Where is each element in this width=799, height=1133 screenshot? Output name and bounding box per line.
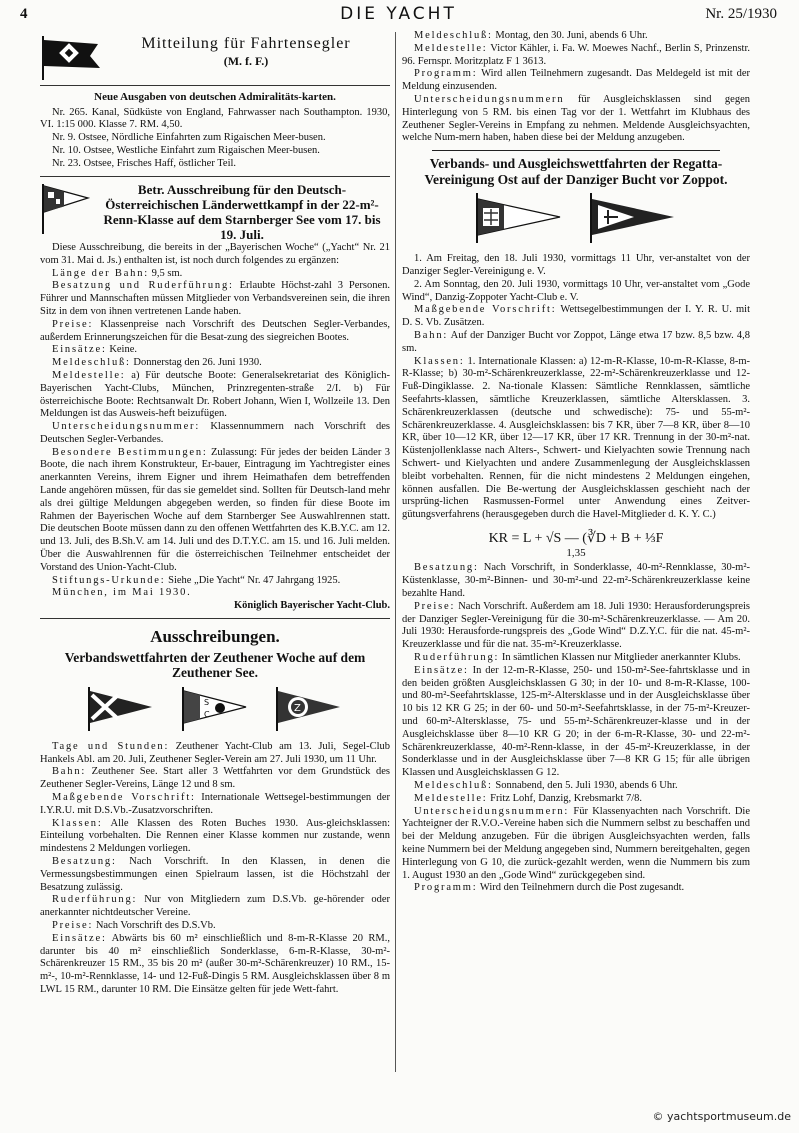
text: Nach Vorschrift. In den Klassen, in denen die Vermessungsbestimmungen einen Spielraum lassen, ist die Höchstzahl der Besatzung zulässig. (40, 855, 390, 893)
label: Einsätze: (52, 932, 107, 944)
text: Nach Vorschrift des D.S.Vb. (93, 919, 216, 931)
rasmussen-formula (402, 530, 750, 560)
text: 9,5 sm. (148, 267, 183, 279)
text: Zulassung: Für jedes der beiden Länder 3 Boote, die nach ihrem Konstrukteur, Er-bauer, Eintragung im Yachtregister eines anerkannten Vereins, ihrem Eigner und ihrem Heimathafen dem betreffenden Lande angehören müssen, für das sie gemeldet sind. Sollten für Deutsch-land mehr als drei gültige Meldungen abgegeben werden, so finden für diese Boote im Rahmen der Bayerischen Woche auf dem Starnberger See Auswahlrennen statt. Die deutschen Boote müssen dann zu den offenen Wettfahrten des K.B.Y.C. am 12. und 13. Juli, des B.Sh.V. am 14. Juli und des D.T.Y.C. am 15. und 16. Juli melden. Über die Auswahlrennen für die österreichischen Teilnehmer entscheidet der Vorstand des Union-Yacht-Club. (40, 446, 390, 573)
svg-text:S: S (204, 697, 210, 707)
danzig-flags (402, 193, 750, 243)
label: Maßgebende Vorschrift: (52, 792, 196, 803)
text: Alle Klassen des Roten Buches 1930. Aus-gleichsklassen: Einteilung vorbehalten. Die Rennen einer Klasse kommen nur zustande, wenn mindestens 2 Meldungen vorliegen. (40, 817, 390, 855)
text: Keine. (106, 344, 138, 356)
text: Sonnabend, den 5. Juli 1930, abends 6 Uhr. (492, 779, 678, 791)
text: Donnerstag den 26. Juni 1930. (130, 357, 262, 369)
zeuthen-heading: Verbandswettfahrten der Zeuthener Woche auf dem Zeuthener See. (64, 649, 366, 681)
journal-title: DIE YACHT (340, 4, 457, 24)
running-header (20, 4, 777, 26)
chart-265: Nr. 265. Kanal, Südküste von England, Fahrwasser nach Southampton. 1930, VI. 1:15 000. Klasse 7. RM. 4,50. (40, 106, 390, 131)
signature: Königlich Bayerischer Yacht-Club. (233, 600, 390, 612)
club-flags (40, 687, 390, 731)
betr-header (40, 182, 390, 242)
text: Zeuthener See. Start aller 3 Wettfahrten vor dem Grundstück des Zeuthener Segler-Vereins, Länge 12 und 8 sm. (40, 766, 390, 791)
formula-text: KR = L + √S — (∛D + B + ⅓F (488, 530, 664, 546)
label: Besatzung: (414, 562, 479, 574)
mff-header (40, 34, 390, 80)
text: Wird den Teilnehmern durch die Post zugesandt. (477, 882, 685, 894)
date-2: 2. Am Sonntag, den 20. Juli 1930, vormittags 10 Uhr, ver-anstaltet vom „Gode Wind“, Danzig-Zoppoter Yacht-Club e. V. (402, 278, 750, 303)
text: Nach Vorschrift. Außerdem am 18. Juli 1930: Herausforderungspreis der Danziger Segler-Vereinigung für die 30-m²-Schärenkreuzerklasse. — Am 20. Juli 1930: Herausforde-rungspreis des „Gode Wind“ D.Z.Y.C. für die nat. 45-m²-Kreuzerklasse und für die nat. 35-m²-Kreuzerklasse. (402, 600, 750, 651)
chart-10: Nr. 10. Ostsee, Westliche Einfahrt zum Rigaischen Meer-busen. (52, 145, 320, 157)
sch-pennant-icon (180, 687, 250, 731)
label: Bahn: (414, 329, 449, 341)
text: Klassennummern nach Vorschrift des Deutschen Segler-Verbandes. (40, 421, 390, 445)
text: Nur von Mitgliedern zum D.S.Vb. ge-hörender oder anerkannter nichtdeutscher Vereine. (40, 894, 390, 919)
label: Unterscheidungsnummer: (52, 421, 201, 433)
text: Klassenpreise nach Vorschrift des Deutschen Segler-Verbandes, außerdem Erinnerungszeichen für die Besat-zung des siegreichen Bootes. (40, 318, 390, 343)
date-1: 1. Am Freitag, den 18. Juli 1930, vormittags 11 Uhr, ver-anstaltet von der Danziger Segler-Vereinigung e. V. (402, 253, 750, 277)
text: Montag, den 30. Juni, abends 6 Uhr. (492, 30, 648, 41)
label: Programm: (414, 68, 478, 80)
label: Einsätze: (414, 664, 469, 676)
label: Besondere Bestimmungen: (52, 446, 208, 458)
label: Ruderführung: (414, 652, 500, 663)
watermark: © yachtsportmuseum.de (652, 1110, 791, 1123)
label: Besatzung: (52, 855, 117, 867)
zoppot-heading: Verbands- und Ausgleichswettfahrten der Regatta-Vereinigung Ost auf der Danziger Bucht vor Zoppot. (424, 156, 728, 187)
label: Einsätze: (52, 344, 107, 356)
betr-intro: Diese Ausschreibung, die bereits in der „Bayerischen Woche“ („Yacht“ Nr. 21 vom 31. Mai d. Js.) enthalten ist, ist noch durch folgendes zu ergänzen: (40, 241, 390, 266)
label: Meldeschluß: (52, 357, 131, 369)
label: Preise: (52, 919, 94, 931)
divider (40, 176, 390, 177)
text: In der 12-m-R-Klasse, 250- und 150-m²-See-fahrtsklasse und in den beiden größten Ausgleichsklassen G 30; in der 10- und 8-m-R-Klasse, 100- und 80-m²-Seefahrtsklasse, 125-m²-Altersklasse und in der Ausgleichsklasse über 10 bis 12 KR G 25; in der 60- und 50-m²-Seefahrtsklasse, in der 75-m²-Kreuzer- und 60-m²-Altersklasse, 75- und 55-m²-Schärenkreuzer-klasse und in der Ausgleichsklasse über 8—10 KR G 20; in der 6-m-R-Klasse, 30- und 22-m²-Schärenkreuzerklasse, 40-m²-Renn-klasse, in der 45-m²-Kreuzerklasse, in der Sonderklasse und in der Ausgleichsklasse über 7—8 KR G 15; für alle übrigen Klassen und Ausgleichsklassen G 12. (402, 664, 750, 779)
label: Stiftungs-Urkunde: (52, 574, 166, 586)
label: Tage und Stunden: (52, 740, 170, 752)
betr-title: Betr. Ausschreibung für den Deutsch-Österreichischen Länderwettkampf in der 22-m²-Renn-Klasse auf dem Starnberger See vom 17. bis 19. Juli. (103, 181, 381, 242)
label: Länge der Bahn: (52, 267, 149, 279)
label: Preise: (414, 600, 456, 612)
text: 1. Internationale Klassen: a) 12-m-R-Klasse, 10-m-R-Klasse, 8-m-R-Klasse; b) 30-m²-Schärenkreuzerklasse, 22-m²-Schärenkreuzerklasse und 12-Fuß-Dingiklasse. 2. Na-tionale Klassen: Sämtliche Rennklassen, sämtliche Seefahrts-klassen, sämtliche Kreuzerklassen, sämtliche Altersklassen. 3. Schärenkreuzerklassen (deutsche und schwedische): 75- und 55-m²-Schärenkreuzerklasse. 4. Ausgleichsklassen: bis 7 KR, über 7—8 KR, über 8—10 KR, über 10—12 KR, über 12—17 KR, über 17 KR. Trennung in der 30-m²-nat. Küstenjollenklasse nach Alters-, Schwert- und Kielyachten sowie Trennung nach Schwert- und Kielyachten und andere Zusammenlegung der Ausgleichsklassen bleibt vorbehalten. Rennen, für die nicht mindestens 2 Meldungen eingehen, können ausfallen. Die Be-wertung der Ausgleichsklassen geschieht nach der ursprüng-lichen Rasmussen-Formel unter Anwendung eines Zeitver-gütungsverfahrens (herausgegeben durch die Havel-Mitglieder d. K. Y. C.) (402, 355, 750, 521)
divider (40, 618, 390, 619)
place-date: München, im Mai 1930. (52, 587, 192, 599)
label: Klassen: (414, 355, 465, 367)
text: Abwärts bis 60 m² einschließlich und 8-m-R-Klasse 20 RM., darunter bis 40 m² einschließlich Sonderklasse, 6-m-R-Klasse, 30-m²-Schärenkreuzer 15 RM., 35 bis 20 m² (außer 30-m²-Schärenkreuzer) 10 RM., 15-m²-, 10-m²-Rennklasse, 14- und 12-Fuß-Dingis 5 RM. Ausgleichsklassen über 8 m LWL 15 RM., darunter 10 RM. Die Einsätze gelten für jede Wett-fahrt. (40, 932, 390, 995)
formula-denominator: 1,35 (566, 547, 586, 560)
dsv-pennant-icon (474, 193, 564, 243)
text: Victor Kähler, i. Fa. W. Moewes Nachf., Berlin S, Prinzenstr. 96. Fernspr. Moritzplatz F 1 3613. (402, 42, 750, 67)
text: Auf der Danziger Bucht vor Zoppot, Länge etwa 17 bzw. 8,5 bzw. 4,8 sm. (402, 329, 750, 354)
text: Fritz Lohf, Danzig, Krebsmarkt 7/8. (487, 792, 643, 804)
svg-text:C: C (204, 709, 210, 719)
left-column (40, 34, 390, 997)
label: Meldeschluß: (414, 30, 493, 41)
text: In sämtlichen Klassen nur Mitglieder anerkannter Klubs. (499, 652, 741, 663)
chart-9: Nr. 9. Ostsee, Nördliche Einfahrten zum Rigaischen Meer-busen. (52, 132, 326, 144)
mff-subtitle: (M. f. F.) (223, 53, 269, 68)
text: Für Klassenyachten nach Vorschrift. Die Yachteigner der R.V.O.-Vereine haben sich die Nummern selbst zu beschaffen und bei der Meldung anzugeben. Für die übrigen Ausgleichsyachten werden, falls keine Nummern bei der Meldung angegeben sind, Nummern bereitgehalten, gegen Hinterlegung von G 10, die zurück-gezahlt werden, wenn die Nummern bis zum 1. August 1930 an den „Gode Wind“ zurückgegeben sind. (402, 805, 750, 881)
chart-23: Nr. 23. Ostsee, Frisches Haff, östlicher Teil. (52, 157, 237, 169)
club-pennant-icon (40, 182, 90, 234)
label: Ruderführung: (52, 894, 138, 906)
text: für Ausgleichsklassen sind gegen Hinterlegung von 5 RM. bis einen Tag vor der 1. Wettfahrt im Klubhaus des Zeuthener Segler-Vereins in Empfang zu nehmen. Meldende Ausgleichsyachten, welche Num-mern haben, haben diese bei der Meldung anzugeben. (402, 93, 750, 144)
issue-number: Nr. 25/1930 (705, 6, 777, 22)
page-number: 4 (20, 6, 28, 22)
text: Erlaubte Höchst-zahl 3 Personen. Führer und Mannschaften müssen Mitglieder von Verbandsvereinen sein, die ihren Sitz in dem von ihnen vertretenen Lande haben. (40, 280, 390, 317)
zsv-pennant-icon (274, 687, 344, 731)
section-heading: Ausschreibungen. (150, 627, 280, 647)
text: Internationale Wettsegel-bestimmungen der I.Y.R.U. mit D.S.Vb.-Zusatzvorschriften. (40, 792, 391, 816)
label: Unterscheidungsnummern: (414, 805, 570, 817)
label: Meldestelle: (52, 369, 126, 381)
right-column (402, 30, 750, 895)
admiralty-heading: Neue Ausgaben von deutschen Admiralitäts-karten. (94, 91, 336, 103)
label: Bahn: (52, 766, 87, 778)
label: Klassen: (52, 817, 103, 829)
mff-title: Mitteilung für Fahrtensegler (141, 35, 351, 52)
text: a) Für deutsche Boote: Generalsekretariat des Königlich-Bayerischen Yacht-Clubs, München, Prinzregenten-straße 2/I. b) Für österreichische Boote: Rechtsanwalt Dr. Robert Johann, Wien I, Wollzeile 13. Den Meldungen ist das Ausweis-heft beizufügen. (40, 369, 390, 420)
text: Wird allen Teilnehmern zugesandt. Das Meldegeld ist mit der Meldung einzusenden. (402, 68, 750, 93)
label: Preise: (52, 318, 94, 330)
svg-text:Z: Z (294, 702, 301, 714)
divider (432, 150, 720, 151)
label: Besatzung und Ruderführung: (52, 280, 234, 292)
label: Meldestelle: (414, 42, 488, 54)
label: Programm: (414, 882, 478, 894)
label: Maßgebende Vorschrift: (414, 304, 557, 316)
gode-wind-pennant-icon (588, 193, 678, 243)
text: Wettsegelbestimmungen der I. Y. R. U. mit D. S. Vb. Zusätzen. (402, 304, 750, 329)
text: Zeuthener Yacht-Club am 13. Juli, Segel-Club Hankels Abl. am 20. Juli, Zeuthener Segler-Verein am 27. Juli 1930, um 11 Uhr. (40, 740, 391, 765)
text: Siehe „Die Yacht“ Nr. 47 Jahrgang 1925. (165, 574, 341, 586)
label: Meldeschluß: (414, 779, 493, 791)
label: Meldestelle: (414, 792, 488, 804)
mff-flag-icon (40, 34, 102, 80)
column-divider (395, 32, 396, 1072)
label: Unterscheidungsnummern (414, 93, 565, 105)
text: Nach Vorschrift, in Sonderklasse, 40-m²-Rennklasse, 30-m²-Küstenklasse, 30-m²-Binnen- und 30-m²-und 22-m²-Schärenkreuzerklasse keine bezahlte Hand. (402, 562, 750, 600)
zyc-pennant-icon (86, 687, 156, 731)
divider (40, 85, 390, 86)
